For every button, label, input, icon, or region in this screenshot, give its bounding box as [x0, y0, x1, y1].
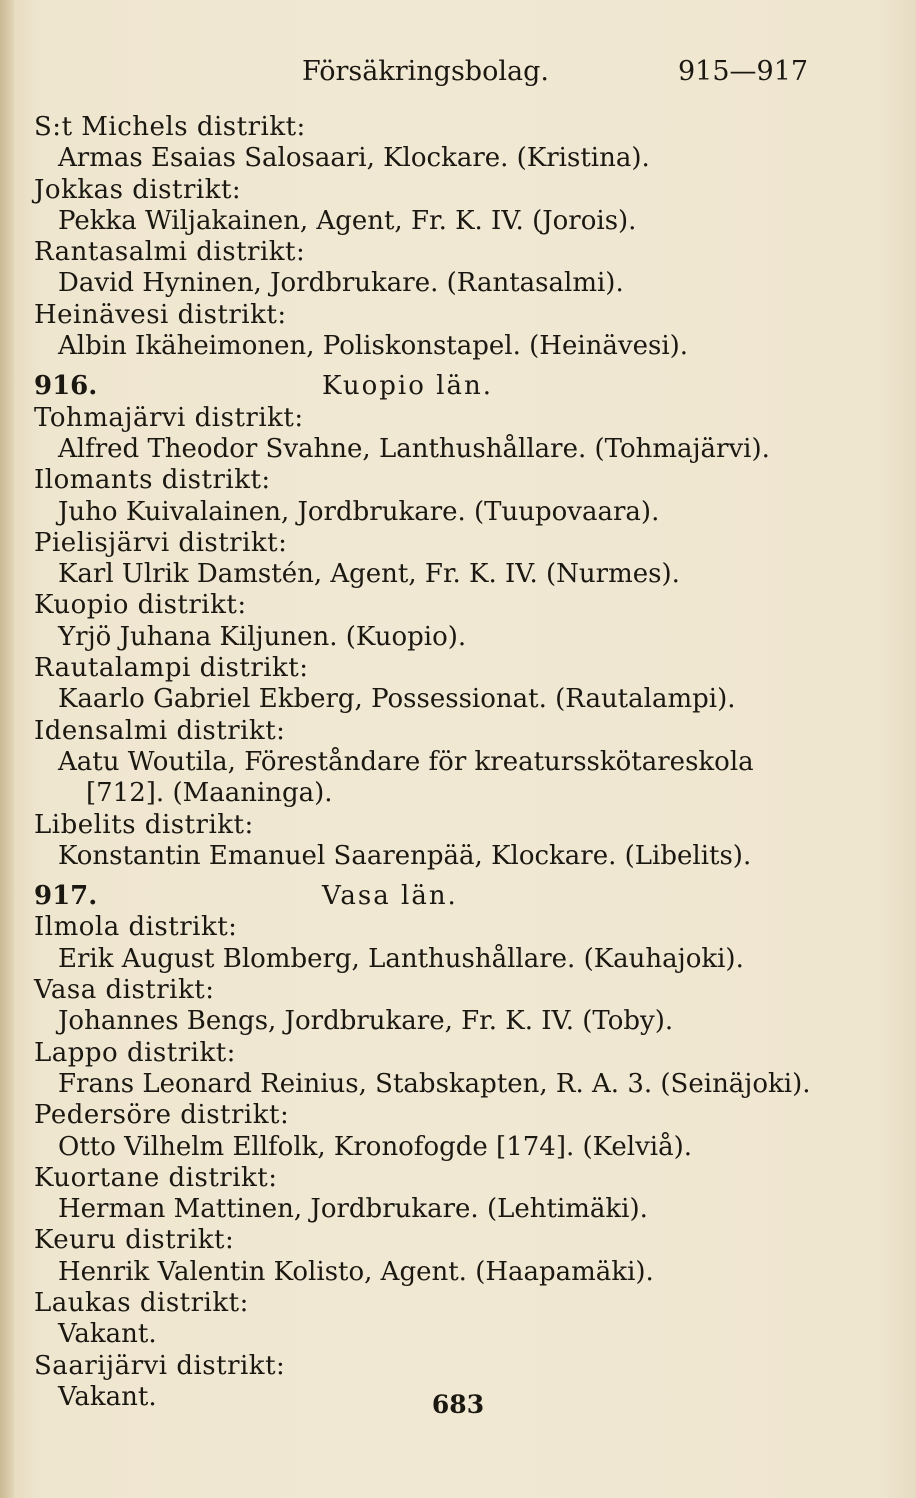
- section-number: 916.: [34, 371, 98, 402]
- running-header: [0, 56, 916, 96]
- district-entry: Karl Ulrik Damstén, Agent, Fr. K. IV. (Nurmes).: [58, 559, 680, 590]
- district-heading: Pedersöre distrikt:: [34, 1100, 290, 1131]
- district-heading: Jokkas distrikt:: [34, 174, 242, 205]
- district-heading: Vasa distrikt:: [34, 975, 215, 1006]
- section-915: [0, 112, 916, 362]
- lan-name: Vasa län.: [322, 881, 458, 912]
- district-heading: Heinävesi distrikt:: [34, 299, 287, 330]
- district-entry: Otto Vilhelm Ellfolk, Kronofogde [174]. (Kelviå).: [58, 1131, 692, 1162]
- district-heading: Libelits distrikt:: [34, 809, 254, 840]
- section-916: [0, 371, 916, 872]
- district-entry: Herman Mattinen, Jordbrukare. (Lehtimäki).: [58, 1194, 648, 1225]
- district-entry: Alfred Theodor Svahne, Lanthushållare. (Tohmajärvi).: [58, 433, 770, 464]
- district-entry: Pekka Wiljakainen, Agent, Fr. K. IV. (Jorois).: [58, 205, 637, 236]
- district-entry: Vakant.: [58, 1381, 157, 1412]
- section-917: [0, 881, 916, 1413]
- district-heading: Ilomants distrikt:: [34, 465, 271, 496]
- district-entry: Armas Esaias Salosaari, Klockare. (Kristina).: [58, 143, 650, 174]
- district-entry: Vakant.: [58, 1319, 157, 1350]
- district-heading: Kuortane distrikt:: [34, 1162, 278, 1193]
- page-number: 683: [431, 1390, 485, 1419]
- district-heading: Laukas distrikt:: [34, 1287, 249, 1318]
- district-heading: Rantasalmi distrikt:: [34, 237, 306, 268]
- district-heading: Pielisjärvi distrikt:: [34, 527, 288, 558]
- district-entry: Yrjö Juhana Kiljunen. (Kuopio).: [58, 621, 467, 652]
- district-entry: Albin Ikäheimonen, Poliskonstapel. (Heinävesi).: [58, 331, 689, 362]
- header-section-range: 915—917: [678, 56, 809, 87]
- district-entry-continuation: [712]. (Maaninga).: [86, 778, 333, 809]
- district-heading: Idensalmi distrikt:: [34, 715, 286, 746]
- district-heading: Lappo distrikt:: [34, 1037, 236, 1068]
- lan-heading: [0, 371, 916, 402]
- district-heading: Saarijärvi distrikt:: [34, 1350, 286, 1381]
- district-entry: Aatu Woutila, Föreståndare för kreatursskötareskola: [58, 746, 754, 777]
- district-heading: Keuru distrikt:: [34, 1225, 235, 1256]
- district-entry: Henrik Valentin Kolisto, Agent. (Haapamäki).: [58, 1256, 654, 1287]
- district-heading: Rautalampi distrikt:: [34, 653, 309, 684]
- document-body: [0, 112, 916, 1413]
- district-entry: Konstantin Emanuel Saarenpää, Klockare. (Libelits).: [58, 840, 752, 871]
- lan-name: Kuopio län.: [322, 371, 493, 402]
- header-title: Försäkringsbolag.: [302, 56, 549, 87]
- district-entry: Juho Kuivalainen, Jordbrukare. (Tuupovaara).: [58, 496, 660, 527]
- district-entry: David Hyninen, Jordbrukare. (Rantasalmi).: [58, 268, 624, 299]
- district-heading: S:t Michels distrikt:: [34, 112, 306, 142]
- section-number: 917.: [34, 881, 98, 912]
- district-heading: Ilmola distrikt:: [34, 912, 238, 943]
- district-entry: Johannes Bengs, Jordbrukare, Fr. K. IV. (Toby).: [58, 1006, 674, 1037]
- district-entry: Frans Leonard Reinius, Stabskapten, R. A. 3. (Seinäjoki).: [58, 1068, 811, 1099]
- district-entry: Erik August Blomberg, Lanthushållare. (Kauhajoki).: [58, 943, 744, 974]
- district-heading: Kuopio distrikt:: [34, 590, 247, 621]
- district-heading: Tohmajärvi distrikt:: [34, 402, 304, 433]
- lan-heading: [0, 881, 916, 912]
- district-entry: Kaarlo Gabriel Ekberg, Possessionat. (Rautalampi).: [58, 684, 736, 715]
